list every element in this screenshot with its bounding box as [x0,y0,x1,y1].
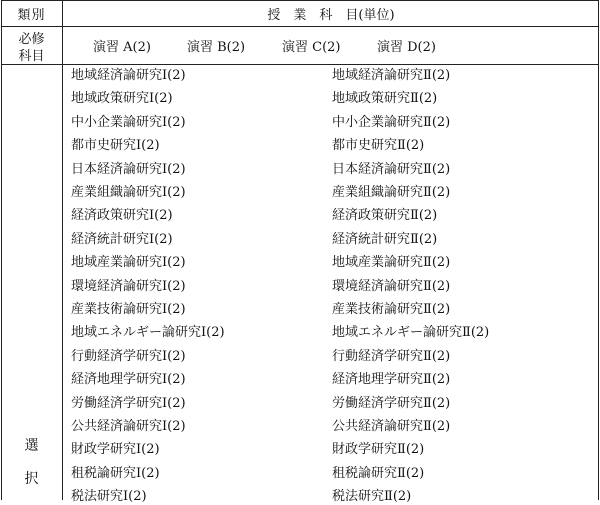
course-right: 地域経済論研究Ⅱ(2) [332,68,451,83]
course-left: 税法研究Ⅰ(2) [71,489,147,504]
table-border-left [1,0,2,500]
course-right: 行動経済学研究Ⅱ(2) [332,349,451,364]
course-right: 財政学研究Ⅱ(2) [332,442,425,457]
course-left: 労働経済学研究Ⅰ(2) [71,396,186,411]
required-label-line2: 科目 [18,49,45,64]
course-left: 産業組織論研究Ⅰ(2) [71,185,186,200]
course-right: 地域エネルギー論研究Ⅱ(2) [332,325,490,340]
course-left: 経済地理学研究Ⅰ(2) [71,372,186,387]
course-right: 経済政策研究Ⅱ(2) [332,208,438,223]
required-label-line1: 必修 [18,32,45,47]
table-border-right [598,0,599,500]
header-subjects: 授 業 科 目(単位) [267,8,395,23]
course-left: 公共経済論研究Ⅰ(2) [71,419,186,434]
course-left: 財政学研究Ⅰ(2) [71,442,160,457]
course-left: 経済統計研究Ⅰ(2) [71,232,173,247]
course-left: 都市史研究Ⅰ(2) [71,138,160,153]
course-right: 中小企業論研究Ⅱ(2) [332,115,451,130]
course-right: 日本経済論研究Ⅱ(2) [332,162,451,177]
required-item: 演習 A(2) [93,40,151,55]
course-left: 地域エネルギー論研究Ⅰ(2) [71,325,225,340]
course-right: 地域産業論研究Ⅱ(2) [332,255,451,270]
course-right: 産業組織論研究Ⅱ(2) [332,185,451,200]
course-left: 租税論研究Ⅰ(2) [71,466,160,481]
course-right: 環境経済論研究Ⅱ(2) [332,279,451,294]
course-left: 経済政策研究Ⅰ(2) [71,208,173,223]
course-right: 産業技術論研究Ⅱ(2) [332,302,451,317]
course-right: 経済地理学研究Ⅱ(2) [332,372,451,387]
course-right: 公共経済論研究Ⅱ(2) [332,419,451,434]
course-left: 地域経済論研究Ⅰ(2) [71,68,186,83]
required-item: 演習 C(2) [282,40,341,55]
course-right: 地域政策研究Ⅱ(2) [332,91,438,106]
course-left: 日本経済論研究Ⅰ(2) [71,162,186,177]
course-right: 労働経済学研究Ⅱ(2) [332,396,451,411]
curriculum-table [1,0,599,504]
required-divider [1,64,599,65]
required-item: 演習 B(2) [187,40,246,55]
course-right: 都市史研究Ⅱ(2) [332,138,425,153]
table-border-top [1,0,599,1]
elective-label-char1: 選 [24,438,39,454]
required-item: 演習 D(2) [377,40,436,55]
header-divider [1,26,599,27]
course-left: 地域政策研究Ⅰ(2) [71,91,173,106]
course-left: 地域産業論研究Ⅰ(2) [71,255,186,270]
course-right: 経済統計研究Ⅱ(2) [332,232,438,247]
required-label [1,31,62,65]
course-right: 租税論研究Ⅱ(2) [332,466,425,481]
column-divider [62,0,63,500]
course-left: 環境経済論研究Ⅰ(2) [71,279,186,294]
course-right: 税法研究Ⅱ(2) [332,489,412,504]
elective-label-char2: 択 [24,471,39,487]
course-left: 中小企業論研究Ⅰ(2) [71,115,186,130]
course-left: 産業技術論研究Ⅰ(2) [71,302,186,317]
header-category: 類別 [17,8,46,23]
course-left: 行動経済学研究Ⅰ(2) [71,349,186,364]
